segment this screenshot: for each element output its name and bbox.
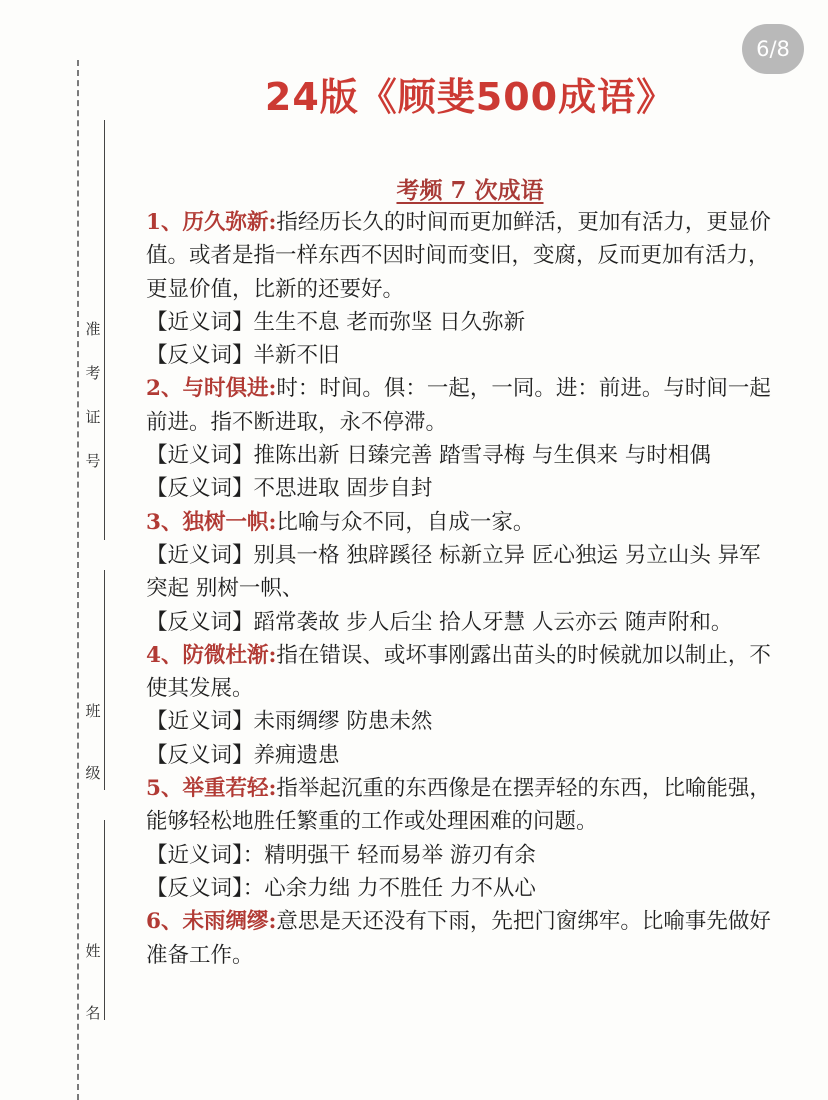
binding-margin	[0, 0, 120, 1099]
idiom-entry-1	[146, 206, 776, 372]
idiom-definition-line	[146, 506, 776, 539]
section-subtitle: 考频 7 次成语	[396, 177, 544, 204]
idiom-antonyms: 【反义词】：心余力绌 力不胜任 力不从心	[146, 875, 536, 901]
idiom-antonyms: 【反义词】蹈常袭故 步人后尘 拾人牙慧 人云亦云 随声附和。	[146, 609, 733, 635]
idiom-synonyms: 【近义词】：精明强干 轻而易举 游刃有余	[146, 842, 536, 868]
binding-rule-class	[104, 570, 105, 790]
class-label: 班 级	[85, 702, 101, 782]
idiom-definition: 指经历长久的时间而更加鲜活，更加有活力，更显价值。或者是指一样东西不因时间而变旧，变腐，反而更加有活力，更显价值，比新的还要好。	[146, 210, 771, 302]
idiom-definition: 意思是天还没有下雨，先把门窗绑牢。比喻事先做好准备工作。	[146, 909, 771, 968]
idiom-definition: 指举起沉重的东西像是在摆弄轻的东西，比喻能强，能够轻松地胜任繁重的工作或处理困难的问题。	[146, 776, 771, 835]
idiom-definition-line	[146, 372, 776, 439]
idiom-antonyms: 【反义词】养痈遗患	[146, 742, 340, 768]
idiom-entry-4	[146, 639, 776, 772]
idiom-definition-line	[146, 206, 776, 306]
idiom-entry-3	[146, 506, 776, 639]
idiom-synonyms: 【近义词】生生不息 老而弥坚 日久弥新	[146, 309, 526, 335]
idiom-definition-line	[146, 905, 776, 972]
idiom-synonyms: 【近义词】未雨绸缪 防患未然	[146, 709, 433, 735]
idiom-entry-2	[146, 372, 776, 505]
idiom-term: 6、未雨绸缪:	[146, 909, 277, 935]
idiom-definition-line	[146, 772, 776, 839]
idiom-definition: 时：时间。俱：一起，一同。进：前进。与时间一起前进。指不断进取，永不停滞。	[146, 376, 771, 435]
idiom-synonyms: 【近义词】别具一格 独辟蹊径 标新立异 匠心独运 另立山头 异军突起 别树一帜、	[146, 542, 761, 602]
idiom-term: 2、与时俱进:	[146, 376, 277, 402]
idiom-synonyms: 【近义词】推陈出新 日臻完善 踏雪寻梅 与生俱来 与时相偶	[146, 443, 711, 469]
idiom-definition-line	[146, 639, 776, 706]
idiom-list	[146, 206, 776, 972]
idiom-term: 5、举重若轻:	[146, 776, 277, 802]
name-label: 姓 名	[85, 942, 101, 1022]
idiom-antonyms: 【反义词】半新不旧	[146, 343, 340, 369]
idiom-antonyms: 【反义词】不思进取 固步自封	[146, 476, 433, 502]
document-title: 24版《顾斐500成语》	[264, 75, 676, 119]
idiom-term: 4、防微杜渐:	[146, 642, 277, 668]
idiom-term: 1、历久弥新:	[146, 210, 277, 235]
exam-id-label: 准 考 证 号	[85, 320, 101, 470]
idiom-definition: 比喻与众不同，自成一家。	[276, 509, 535, 535]
binding-rule-exam-id	[104, 120, 105, 540]
idiom-term: 3、独树一帜:	[146, 509, 277, 535]
idiom-entry-6	[146, 905, 776, 972]
binding-dashed-line	[77, 60, 79, 1100]
binding-rule-name	[104, 820, 105, 1020]
idiom-definition: 指在错误、或坏事刚露出苗头的时候就加以制止，不使其发展。	[146, 642, 771, 702]
page-counter-badge: 6/8	[742, 24, 804, 74]
idiom-entry-5	[146, 772, 776, 905]
